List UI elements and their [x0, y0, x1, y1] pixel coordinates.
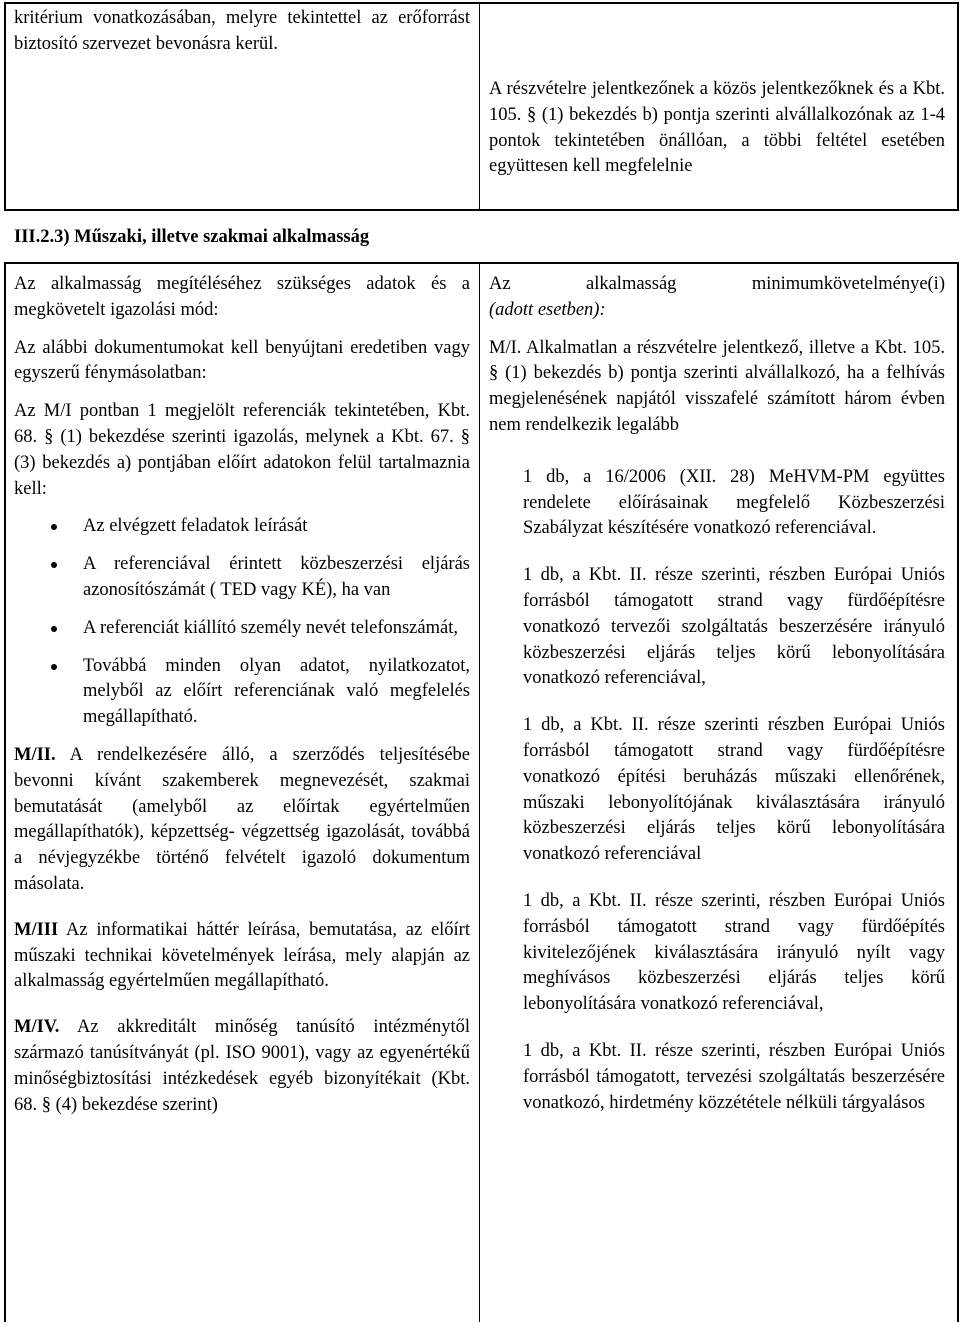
- m1-text: Az M/I pontban 1 megjelölt referenciák tekintetében, Kbt. 68. § (1) bekezdése szerinti igazolás, melynek a Kbt. 67. § (3) bekezdés a) pontjában előírt adatokon felül tartalmaznia kell:: [14, 401, 470, 499]
- m3-label: M/III: [14, 919, 59, 940]
- left-intro: Az alábbi dokumentumokat kell benyújtani eredetiben vagy egyszerű fénymásolatban:: [14, 337, 470, 384]
- right-column: [489, 272, 945, 1116]
- requirement-list: [489, 465, 945, 1117]
- m4-text: Az akkreditált minőség tanúsító intézménytől származó tanúsítványát (pl. ISO 9001), vagy az egyenértékű minőségbiztosítási intézkedések egyéb bizonyítékait (Kbt. 68. § (4) bekezdése szerint): [14, 1017, 471, 1115]
- main-table-divider: [479, 262, 480, 1322]
- m2-paragraph: [14, 743, 470, 898]
- bullet-item: Az elvégzett feladatok leírását: [14, 514, 470, 540]
- bullet-dot-icon: [51, 626, 57, 632]
- requirement-item: 1 db, a Kbt. II. része szerinti, részben Európai Uniós forrásból támogatott strand vagy fürdőépítés kivitelezőjének kiválasztására irányuló nyílt vagy meghívásos közbeszerzési eljárás teljes körű lebonyolítására vonatkozó referenciával,: [523, 890, 945, 1015]
- requirement-item: 1 db, a Kbt. II. része szerinti, részben Európai Uniós forrásból támogatott, tervezési szolgáltatás beszerzésére vonatkozó, hirdetmény közzététele nélküli tárgyalásos: [523, 1040, 945, 1113]
- requirement-item: 1 db, a Kbt. II. része szerinti, részben Európai Uniós forrásból támogatott strand vagy fürdőépítésre vonatkozó tervezői szolgáltatás beszerzésére irányuló közbeszerzési eljárás teljes körű lebonyolítására vonatkozó referenciával,: [523, 565, 945, 689]
- left-column: [14, 272, 470, 1118]
- left-heading: Az alkalmasság megítéléséhez szükséges adatok és a megkövetelt igazolási mód:: [14, 274, 470, 320]
- bullet-dot-icon: [51, 524, 57, 530]
- section-title: III.2.3) Műszaki, illetve szakmai alkalmasság: [14, 227, 370, 247]
- m2-label: M/II.: [14, 744, 56, 765]
- top-left-text: kritérium vonatkozásában, melyre tekintettel az erőforrást biztosító szervezet bevonásra kerül.: [14, 8, 470, 54]
- m4-paragraph: [14, 1015, 470, 1118]
- right-heading-italic: (adott esetben):: [489, 299, 606, 320]
- bullet-item: A referenciát kiállító személy nevét telefonszámát,: [14, 616, 470, 642]
- bullet-dot-icon: [51, 664, 57, 670]
- m3-text: Az informatikai háttér leírása, bemutatása, az előírt műszaki technikai követelmények leírása, mely alapján az alkalmasság egyértelműen megállapítható.: [14, 919, 470, 992]
- m3-paragraph: [14, 918, 470, 995]
- top-table-divider: [479, 2, 480, 211]
- bullet-dot-icon: [51, 562, 57, 568]
- bullet-item: A referenciával érintett közbeszerzési eljárás azonosítószámát ( TED vagy KÉ), ha van: [14, 552, 470, 604]
- bullet-item: Továbbá minden olyan adatot, nyilatkozatot, melyből az előírt referenciának való megfelelés megállapítható.: [14, 654, 470, 731]
- right-heading-text: Az alkalmasság minimumkövetelménye(i): [489, 274, 945, 294]
- m1-intro: M/I. Alkalmatlan a részvételre jelentkező, illetve a Kbt. 105. § (1) bekezdés b) pontja szerinti alvállalkozó, ha a felhívás megjelenésének napjától visszafelé számított három évben nem rendelkezik legalább: [489, 337, 945, 435]
- m4-label: M/IV.: [14, 1017, 60, 1038]
- m1-bullet-list: [14, 514, 470, 731]
- top-right-text: A részvételre jelentkezőnek a közös jelentkezőknek és a Kbt. 105. § (1) bekezdés b) pontja szerinti alvállalkozónak az 1-4 pontok tekintetében önállóan, a többi feltétel esetében együttesen kell megfelelnie: [489, 79, 945, 177]
- requirement-item: 1 db, a Kbt. II. része szerinti részben Európai Uniós forrásból támogatott strand vagy fürdőépítésre vonatkozó építési beruházás műszaki ellenőrének, műszaki lebonyolítójának kiválasztására irányuló közbeszerzési eljárás teljes körű lebonyolítására vonatkozó referenciával: [523, 715, 945, 865]
- right-heading: [489, 272, 945, 324]
- requirement-item: 1 db, a 16/2006 (XII. 28) MeHVM-PM együttes rendelete előírásainak megfelelő Közbeszerzési Szabályzat készítésére vonatkozó referenciával.: [523, 466, 945, 539]
- m2-text: A rendelkezésére álló, a szerződés teljesítésébe bevonni kívánt szakemberek megnevezését, szakmai bemutatását (amelyből az előírtak egyértelműen megállapíthatók), képzettség- végzettség igazolását, továbbá a névjegyzékbe történő felvételt igazoló dokumentum másolata.: [14, 744, 470, 894]
